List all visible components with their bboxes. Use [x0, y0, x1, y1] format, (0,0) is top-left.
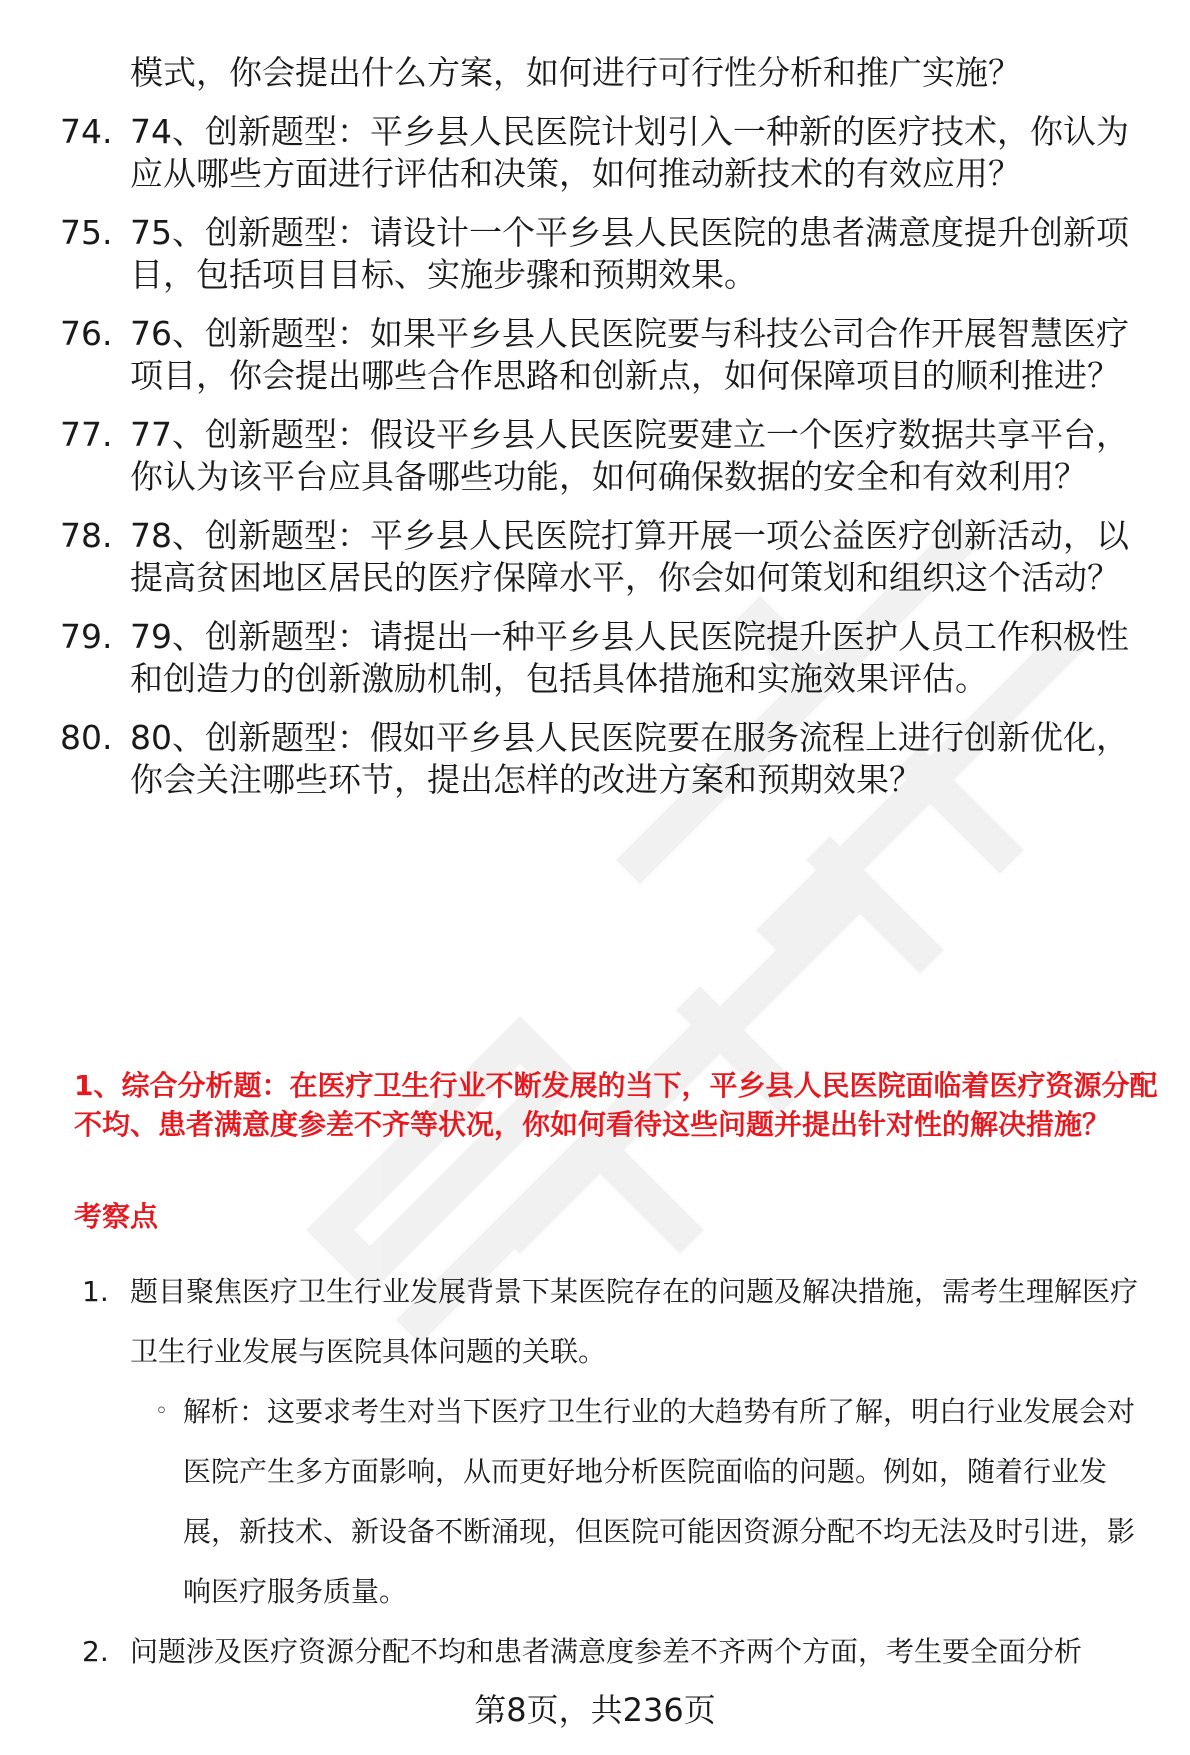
question-number: 74.	[60, 112, 113, 151]
bullet-circle-icon: ◦	[155, 1399, 168, 1424]
page-number-footer: 第8页，共236页	[474, 1691, 716, 1729]
analysis-question-heading: 1、综合分析题：在医疗卫生行业不断发展的当下，平乡县人民医院面临着医疗资源分配不均、患者满意度参差不齐等状况，你如何看待这些问题并提出针对性的解决措施？	[74, 1069, 1158, 1141]
examination-points-list	[82, 1262, 1162, 1682]
examination-points-heading: 考察点	[74, 1200, 159, 1233]
question-item	[60, 515, 1160, 599]
question-number: 75.	[60, 213, 113, 252]
question-number: 77.	[60, 415, 113, 454]
point-text: 题目聚焦医疗卫生行业发展背景下某医院存在的问题及解决措施，需考生理解医疗卫生行业发展与医院具体问题的关联。	[130, 1275, 1139, 1368]
question-text: 74、创新题型：平乡县人民医院计划引入一种新的医疗技术，你认为应从哪些方面进行评估和决策，如何推动新技术的有效应用？	[130, 112, 1129, 193]
question-text: 78、创新题型：平乡县人民医院打算开展一项公益医疗创新活动，以提高贫困地区居民的医疗保障水平，你会如何策划和组织这个活动？	[130, 516, 1129, 597]
point-text: 问题涉及医疗资源分配不均和患者满意度参差不齐两个方面，考生要全面分析	[130, 1635, 1083, 1668]
question-item	[60, 111, 1160, 195]
sub-point-item	[82, 1382, 1162, 1622]
question-text: 79、创新题型：请提出一种平乡县人民医院提升医护人员工作积极性和创造力的创新激励机制，包括具体措施和实施效果评估。	[130, 617, 1129, 698]
question-item	[60, 313, 1160, 397]
question-item	[60, 414, 1160, 498]
question-number: 78.	[60, 516, 113, 555]
question-continuation: 模式，你会提出什么方案，如何进行可行性分析和推广实施？	[130, 53, 1021, 92]
question-item	[60, 616, 1160, 700]
question-item	[60, 717, 1160, 801]
question-text: 75、创新题型：请设计一个平乡县人民医院的患者满意度提升创新项目，包括项目目标、实施步骤和预期效果。	[130, 213, 1129, 294]
question-number: 79.	[60, 617, 113, 656]
question-item	[60, 212, 1160, 296]
question-text: 76、创新题型：如果平乡县人民医院要与科技公司合作开展智慧医疗项目，你会提出哪些合作思路和创新点，如何保障项目的顺利推进？	[130, 314, 1129, 395]
question-text: 80、创新题型：假如平乡县人民医院要在服务流程上进行创新优化，你会关注哪些环节，提出怎样的改进方案和预期效果？	[130, 718, 1129, 799]
point-item	[82, 1262, 1162, 1382]
question-number: 76.	[60, 314, 113, 353]
question-list	[60, 52, 1160, 818]
point-number: 2.	[82, 1635, 109, 1668]
point-number: 1.	[82, 1275, 109, 1308]
question-text: 77、创新题型：假设平乡县人民医院要建立一个医疗数据共享平台，你认为该平台应具备哪些功能，如何确保数据的安全和有效利用？	[130, 415, 1129, 496]
point-item	[82, 1622, 1162, 1682]
sub-point-text: 解析：这要求考生对当下医疗卫生行业的大趋势有所了解，明白行业发展会对医院产生多方面影响，从而更好地分析医院面临的问题。例如，随着行业发展，新技术、新设备不断涌现，但医院可能因资源分配不均无法及时引进，影响医疗服务质量。	[183, 1395, 1136, 1608]
question-number: 80.	[60, 718, 113, 757]
